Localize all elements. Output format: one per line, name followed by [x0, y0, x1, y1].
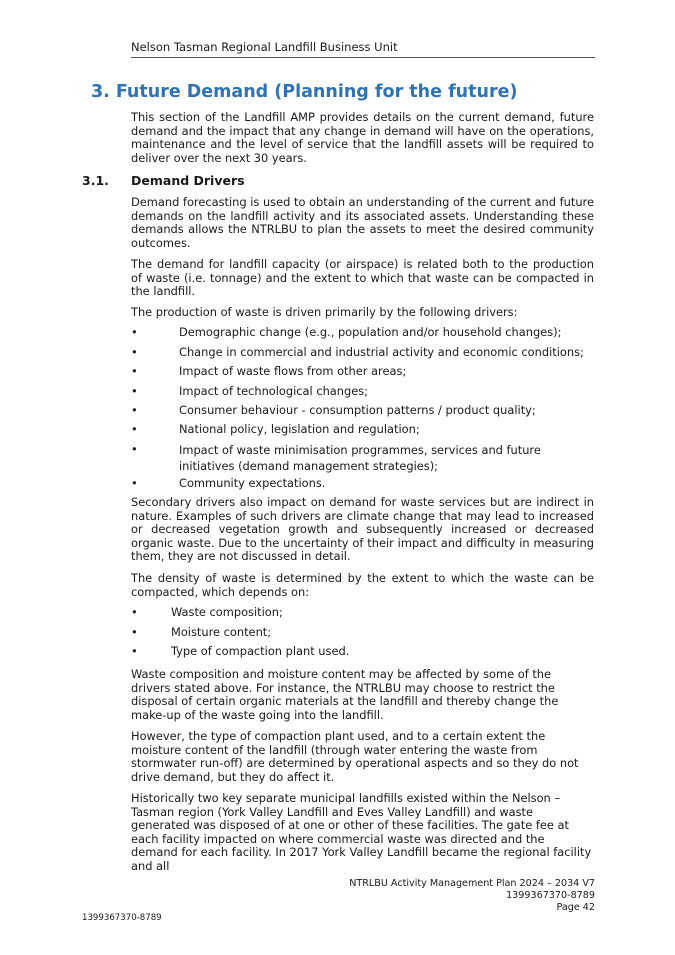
subsection-title: Demand Drivers [131, 173, 245, 188]
demand-forecasting-paragraph: Demand forecasting is used to obtain an understanding of the current and future demands on the landfill activity and its associated assets. Understanding these demands allows the NTRLBU to plan the assets to meet the desired community outcomes. [131, 195, 594, 250]
running-header: Nelson Tasman Regional Landfill Business Unit [131, 40, 595, 58]
section-intro-paragraph: This section of the Landfill AMP provides details on the current demand, future demand and the impact that any change in demand will have on the operations, maintenance and the level of service that the landfill assets will be required to deliver over the next 30 years. [131, 110, 594, 165]
bullet-icon: • [131, 644, 138, 658]
drivers-intro-paragraph: The production of waste is driven primarily by the following drivers: [131, 305, 518, 319]
density-factor-text: Waste composition; [171, 605, 283, 619]
footer-plan-title: NTRLBU Activity Management Plan 2024 – 2034 V7 [349, 878, 595, 889]
composition-paragraph: Waste composition and moisture content may be affected by some of the drivers stated above. For instance, the NTRLBU may choose to restrict the disposal of certain organic materials at the landfill and thereby change the make-up of the waste going into the landfill. [131, 667, 559, 722]
driver-text: Consumer behaviour - consumption patterns / product quality; [179, 403, 536, 417]
density-factor-text: Type of compaction plant used. [171, 644, 350, 658]
driver-text: Change in commercial and industrial activity and economic conditions; [179, 345, 584, 359]
footer-doc-id: 1399367370-8789 [506, 890, 595, 902]
bullet-icon: • [131, 605, 138, 619]
driver-text: Community expectations. [179, 476, 326, 490]
driver-text: National policy, legislation and regulation; [179, 422, 420, 436]
bullet-icon: • [131, 442, 138, 456]
footer-left-doc-id: 1399367370-8789 [82, 913, 162, 923]
bullet-icon: • [131, 384, 138, 398]
driver-text: Demographic change (e.g., population and/or household changes); [179, 325, 562, 339]
bullet-icon: • [131, 476, 138, 490]
landfill-capacity-paragraph: The demand for landfill capacity (or airspace) is related both to the production of waste (i.e. tonnage) and the extent to which that waste can be compacted in the landfill. [131, 257, 594, 299]
subsection-heading [82, 173, 245, 188]
bullet-icon: • [131, 625, 138, 639]
bullet-icon: • [131, 403, 138, 417]
bullet-icon: • [131, 364, 138, 378]
density-factor-text: Moisture content; [171, 625, 272, 639]
bullet-icon: • [131, 422, 138, 436]
bullet-icon: • [131, 345, 138, 359]
driver-text: Impact of waste flows from other areas; [179, 364, 407, 378]
secondary-drivers-paragraph: Secondary drivers also impact on demand for waste services but are indirect in nature. Examples of such drivers are climate change that may lead to increased or decreased vegetation growth and subsequently increased or decreased organic waste. Due to the uncertainty of their impact and difficulty in measuring them, they are not discussed in detail. [131, 495, 594, 564]
waste-density-paragraph: The density of waste is determined by the extent to which the waste can be compacted, which depends on: [131, 571, 594, 599]
footer-page-number: Page 42 [556, 902, 595, 914]
compaction-plant-paragraph: However, the type of compaction plant used, and to a certain extent the moisture content of the landfill (through water entering the waste from stormwater run-off) are determined by operational aspects and so they do not drive demand, but they do affect it. [131, 729, 579, 784]
driver-text: Impact of technological changes; [179, 384, 369, 398]
driver-text: Impact of waste minimisation programmes, services and future initiatives (demand management strategies); [179, 443, 541, 473]
historical-landfills-paragraph: Historically two key separate municipal landfills existed within the Nelson – Tasman region (York Valley Landfill and Eves Valley Landfill) and waste generated was disposed of at one or other of these facilities. The gate fee at each facility impacted on where commercial waste was directed and the demand for each facility. In 2017 York Valley Landfill became the regional facility and all [131, 791, 592, 873]
page-footer [349, 878, 595, 915]
section-number: 3. [91, 82, 110, 102]
subsection-number: 3.1. [82, 173, 109, 188]
bullet-icon: • [131, 325, 138, 339]
section-title: Future Demand (Planning for the future) [115, 82, 518, 102]
section-heading [91, 82, 517, 102]
